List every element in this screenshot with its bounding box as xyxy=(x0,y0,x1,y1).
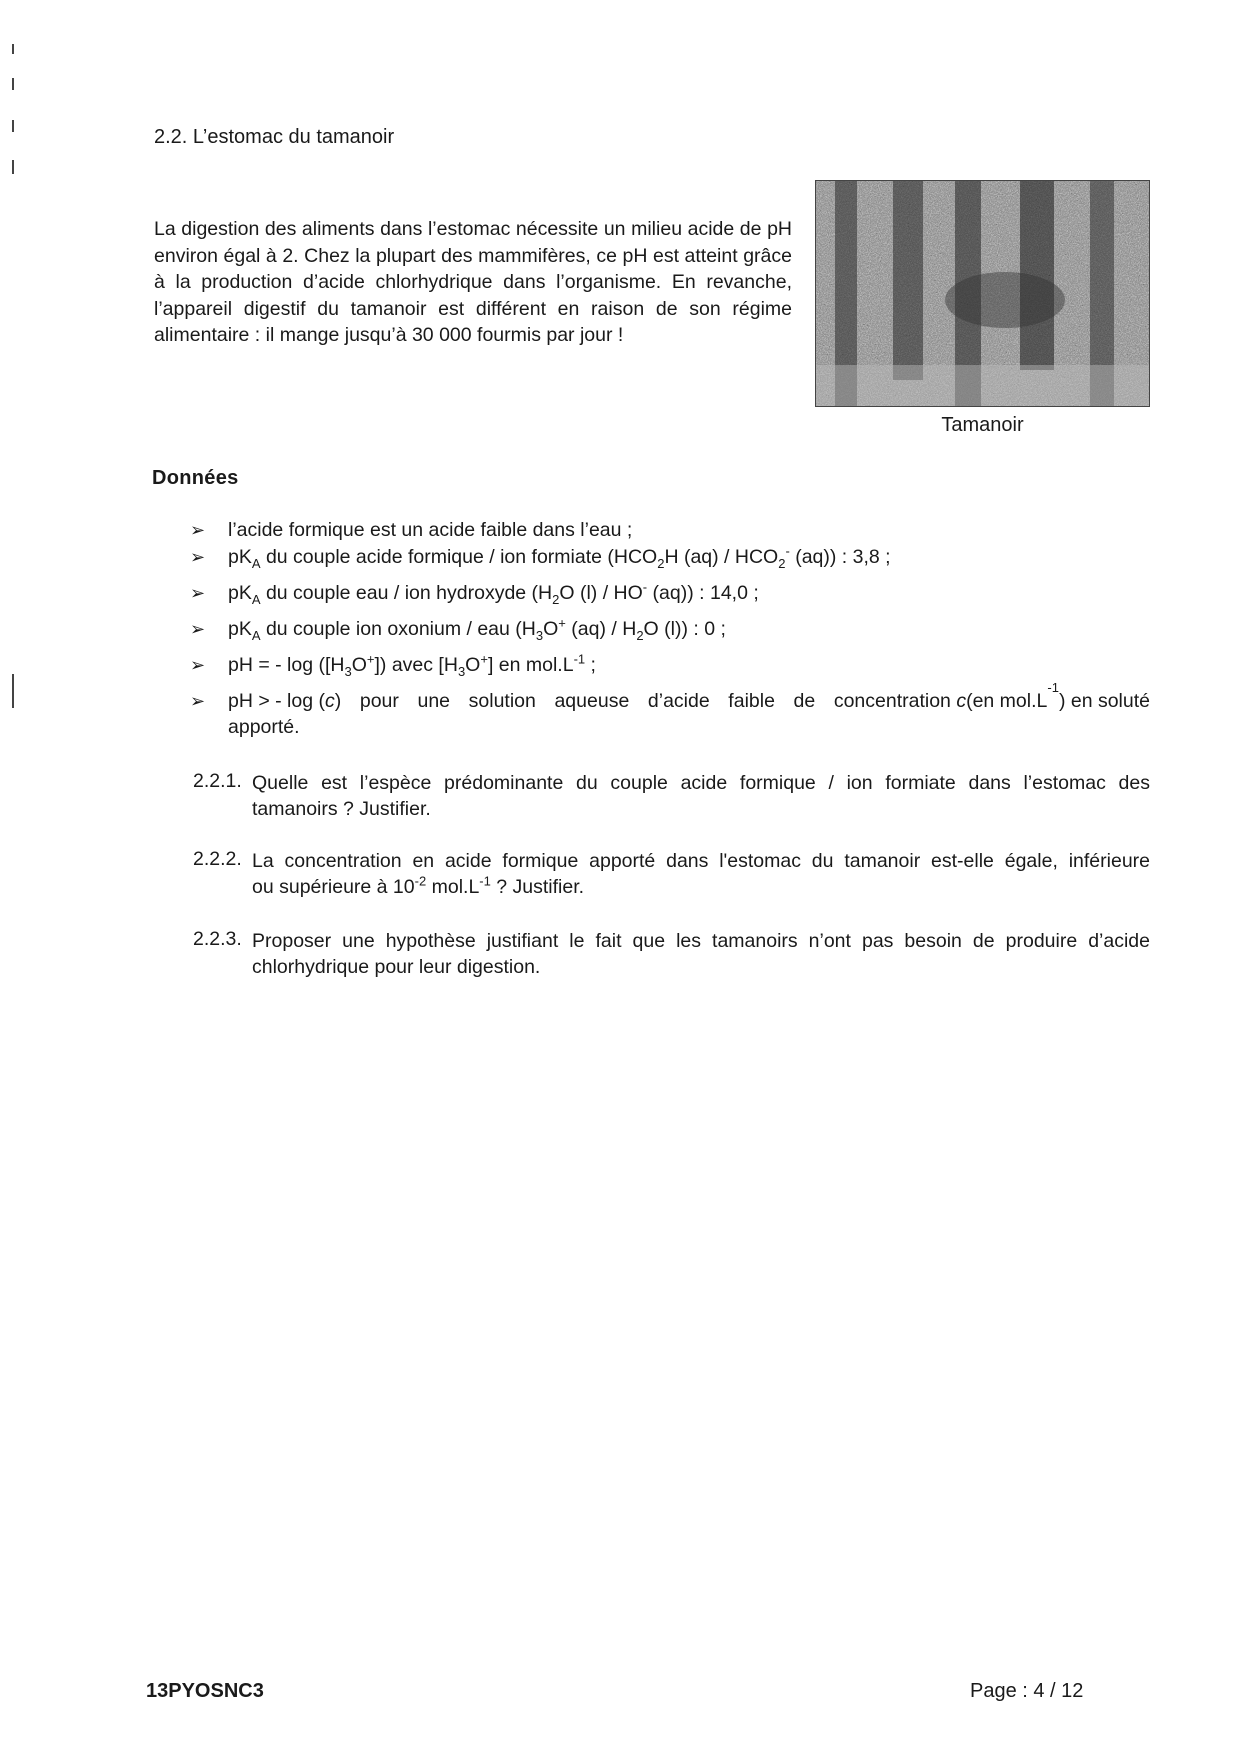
data-item-5: pH = - $\log ([H_3O^+])$ avec $[H_3O^+]$ en $mol.L^{-1}$ ; xyxy=(228,651,596,679)
data-item-1: l’acide formique est un acide faible dans l’eau ; xyxy=(228,519,633,541)
data-item-2: $pK_A$ du couple acide formique / ion formiate ($HCO_2H$ $(aq) / HCO_2^-$ (aq)) : 3,8 ; xyxy=(228,543,891,571)
footer-exam-code: 13PYOSNC3 xyxy=(146,1680,264,1702)
intro-paragraph: La digestion des aliments dans l’estomac nécessite un milieu acide de pH environ égal à 2. Chez la plupart des mammifères, ce pH est atteint grâce à la production d’acide chlorhydrique dans l’organisme. En revanche, l’appareil digestif du tamanoir est différent en raison de son régime alimentaire : il mange jusqu’à 30 000 fourmis par jour ! xyxy=(154,218,792,346)
footer-page-number: Page : 4 / 12 xyxy=(970,1680,1084,1702)
question-2-2-1: Quelle est l’espèce prédominante du couple acide formique / ion formiate dans l’estomac des tamanoirs ? Justifier. xyxy=(252,772,1150,820)
photo-caption: Tamanoir xyxy=(941,414,1024,436)
margin-mark xyxy=(12,674,14,708)
question-number: 2.2.3. xyxy=(193,928,242,950)
data-heading: Données xyxy=(152,467,239,489)
bullet-arrow-icon: ➢ xyxy=(190,520,206,540)
bullet-arrow-icon: ➢ xyxy=(190,583,206,603)
margin-mark xyxy=(12,44,14,54)
data-item-3: $pK_A$ du couple eau / ion hydroxyde ($H_2O$ (l) / HO- (aq)) : 14,0 ; xyxy=(228,579,759,607)
data-item-4: $pK_A$ du couple ion oxonium / eau ($H_3O^+$ $(aq) / H_2O$ (l)) : 0 ; xyxy=(228,615,726,643)
anteater-photo xyxy=(815,180,1150,407)
bullet-arrow-icon: ➢ xyxy=(190,655,206,675)
question-number: 2.2.1. xyxy=(193,770,242,792)
margin-mark xyxy=(12,120,14,132)
question-2-2-2: La concentration en acide formique apporté dans l'estomac du tamanoir est-elle égale, inférieure ou supérieure à $10^{-2}$ $mol.L^{-1}$ ? Justifier. xyxy=(252,850,1150,898)
question-number: 2.2.2. xyxy=(193,848,242,870)
margin-mark xyxy=(12,160,14,174)
question-2-2-3: Proposer une hypothèse justifiant le fait que les tamanoirs n’ont pas besoin de produire d’acide chlorhydrique pour leur digestion. xyxy=(252,930,1150,978)
section-title: 2.2. L’estomac du tamanoir xyxy=(154,126,395,148)
margin-mark xyxy=(12,78,14,90)
bullet-arrow-icon: ➢ xyxy=(190,691,206,711)
bullet-arrow-icon: ➢ xyxy=(190,547,206,567)
data-item-6: pH > - log ( c ) pour une solution aqueuse d’acide faible de concentration c (en mol.L -1 ) en soluté apporté. xyxy=(228,680,1150,738)
bullet-arrow-icon: ➢ xyxy=(190,619,206,639)
